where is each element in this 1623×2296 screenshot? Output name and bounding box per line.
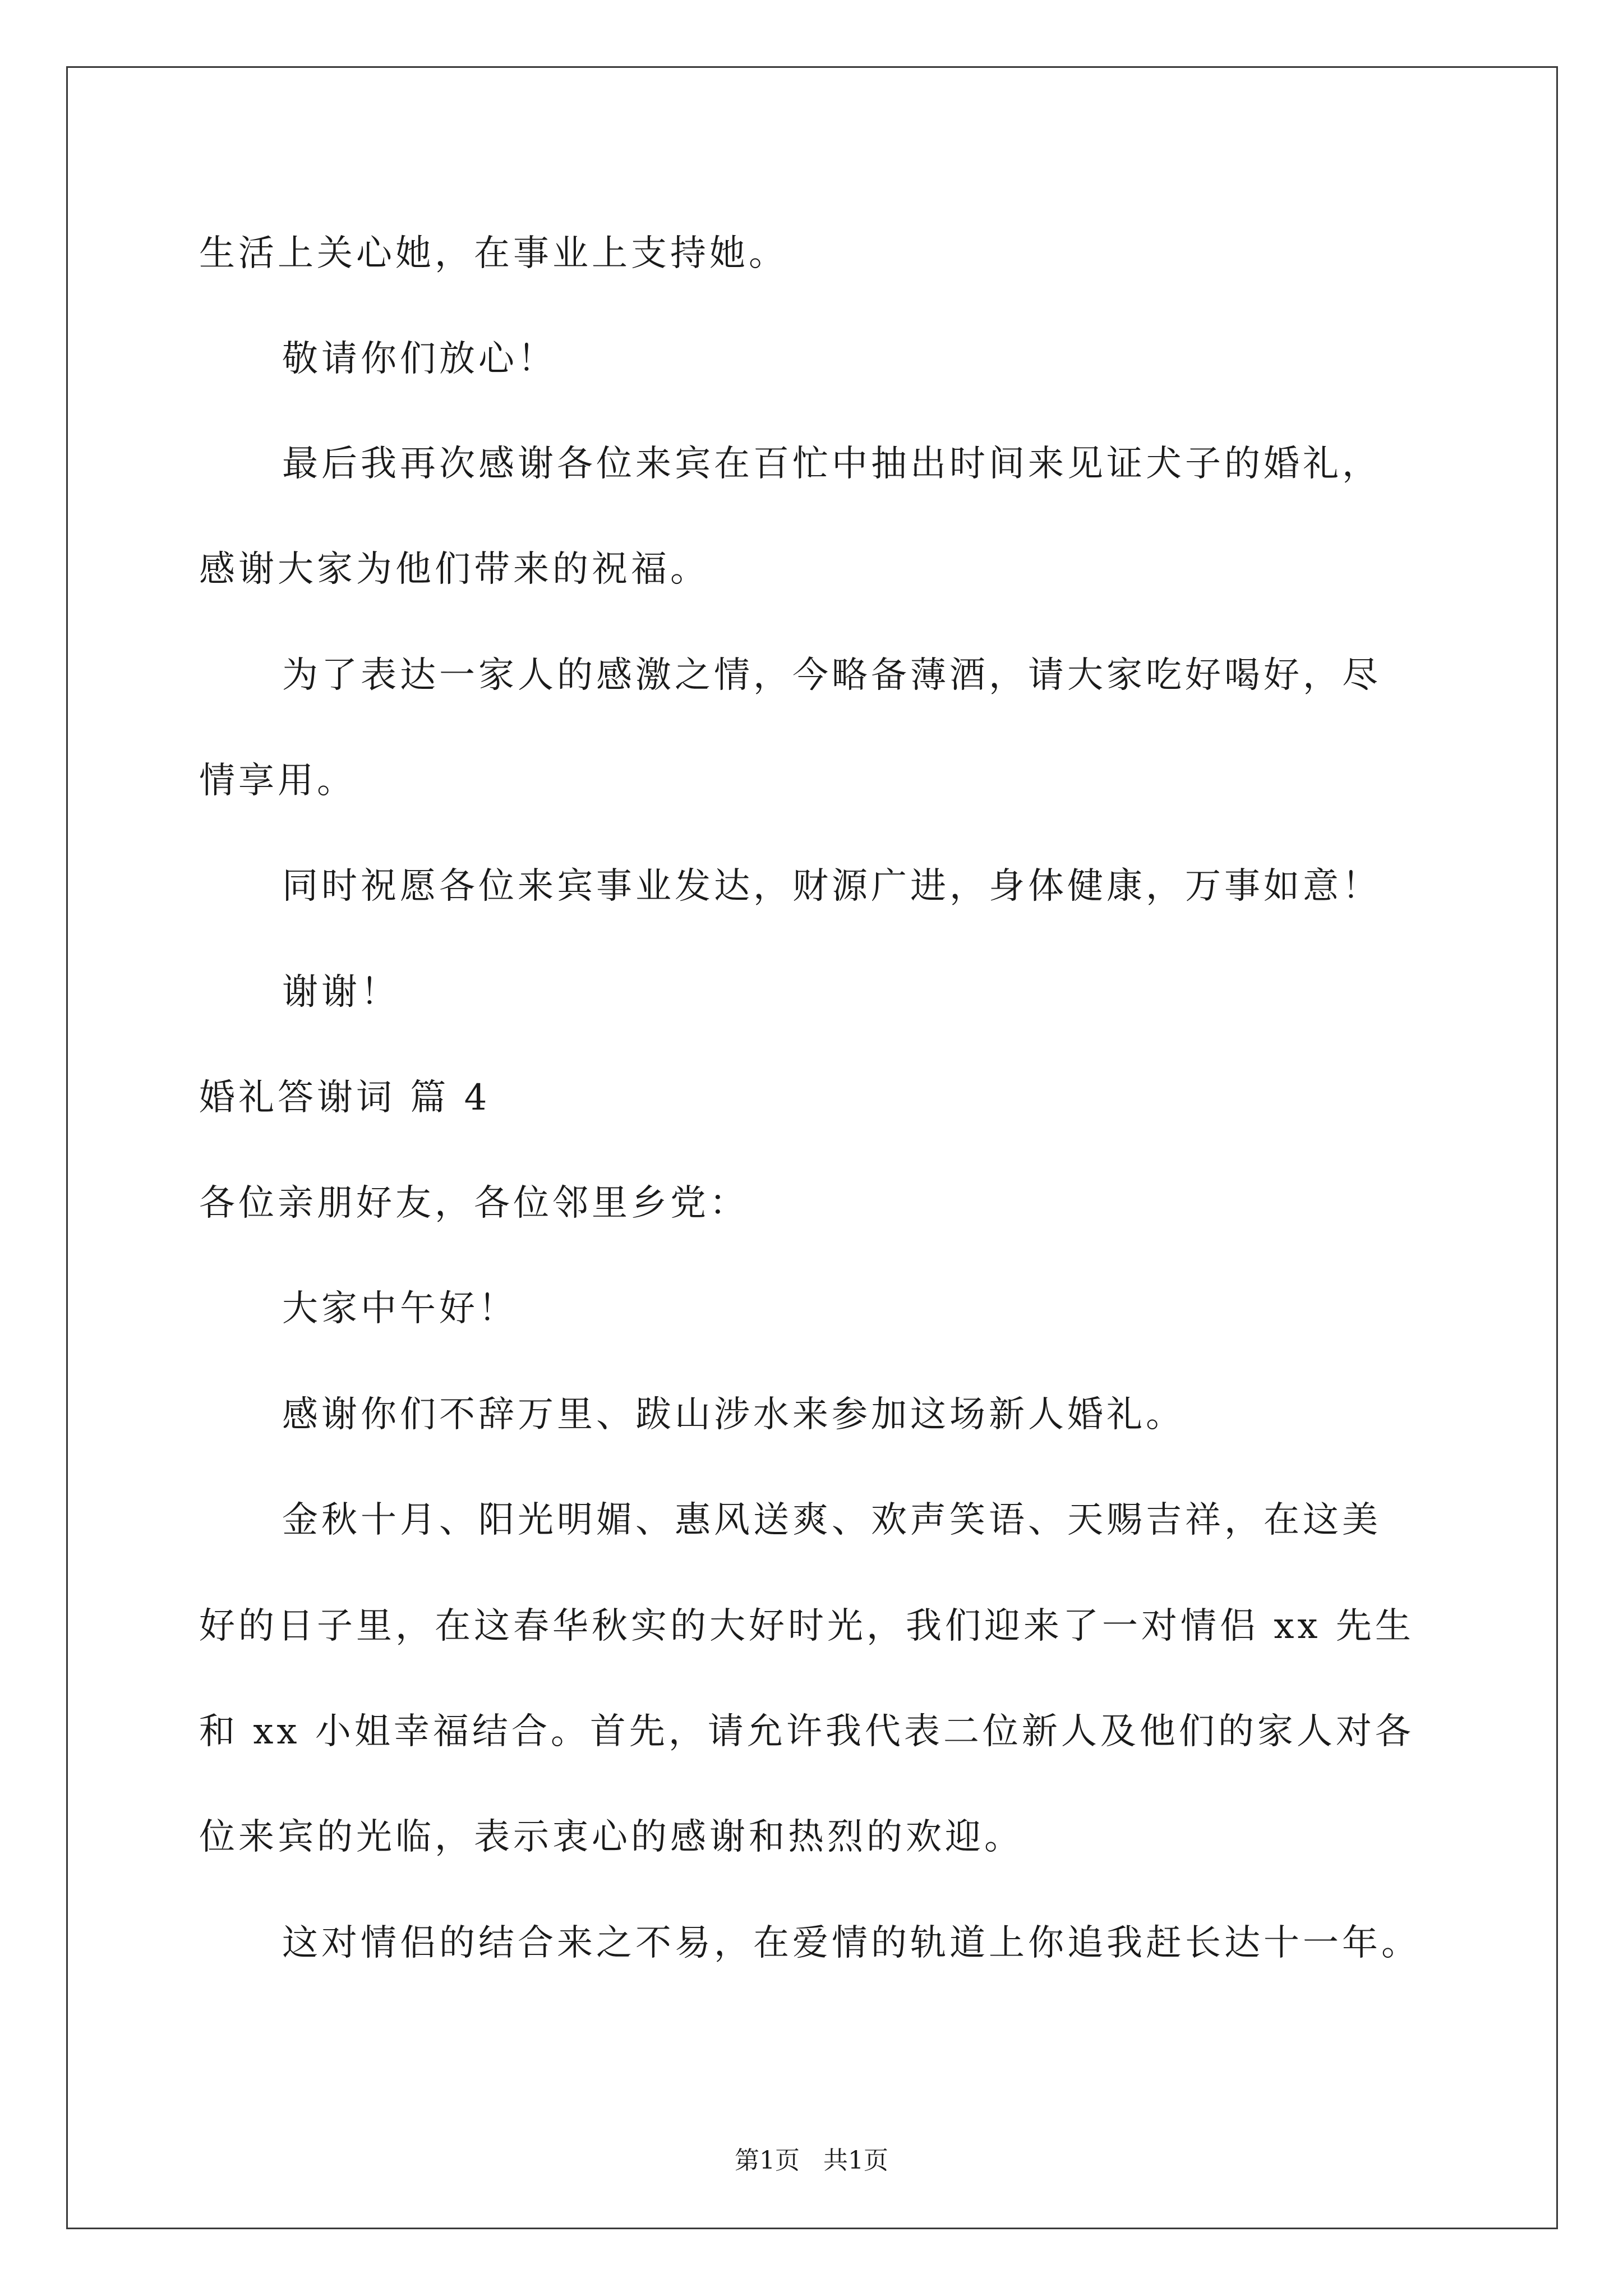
body-line-6: 情享用。 [199,760,356,802]
body-line-11: 大家中午好！ [282,1288,518,1329]
body-line-4: 感谢大家为他们带来的祝福。 [199,549,709,590]
body-line-2: 敬请你们放心！ [282,338,557,380]
body-line-17: 这对情侣的结合来之不易，在爱情的轨道上你追我赶长达十一年。 [282,1922,1421,1964]
body-line-12: 感谢你们不辞万里、跋山涉水来参加这场新人婚礼。 [282,1394,1185,1435]
body-line-5: 为了表达一家人的感激之情，今略备薄酒，请大家吃好喝好，尽 [282,655,1381,696]
section-heading: 婚礼答谢词 篇 4 [199,1077,491,1119]
page-footer: 第1页 共1页 [735,2146,888,2175]
body-line-8: 谢谢！ [282,972,400,1013]
page-border [66,66,1558,2229]
body-line-15: 和 xx 小姐幸福结合。首先，请允许我代表二位新人及他们的家人对各 [199,1711,1414,1752]
body-line-7: 同时祝愿各位来宾事业发达，财源广进，身体健康，万事如意！ [282,866,1381,907]
body-line-16: 位来宾的光临，表示衷心的感谢和热烈的欢迎。 [199,1816,1023,1858]
body-line-14: 好的日子里，在这春华秋实的大好时光，我们迎来了一对情侣 xx 先生 [199,1605,1414,1647]
body-line-3: 最后我再次感谢各位来宾在百忙中抽出时间来见证犬子的婚礼， [282,443,1381,485]
body-line-1: 生活上关心她，在事业上支持她。 [199,233,788,274]
body-line-13: 金秋十月、阳光明媚、惠风送爽、欢声笑语、天赐吉祥，在这美 [282,1499,1381,1541]
body-line-10: 各位亲朋好友，各位邻里乡党： [199,1182,749,1224]
